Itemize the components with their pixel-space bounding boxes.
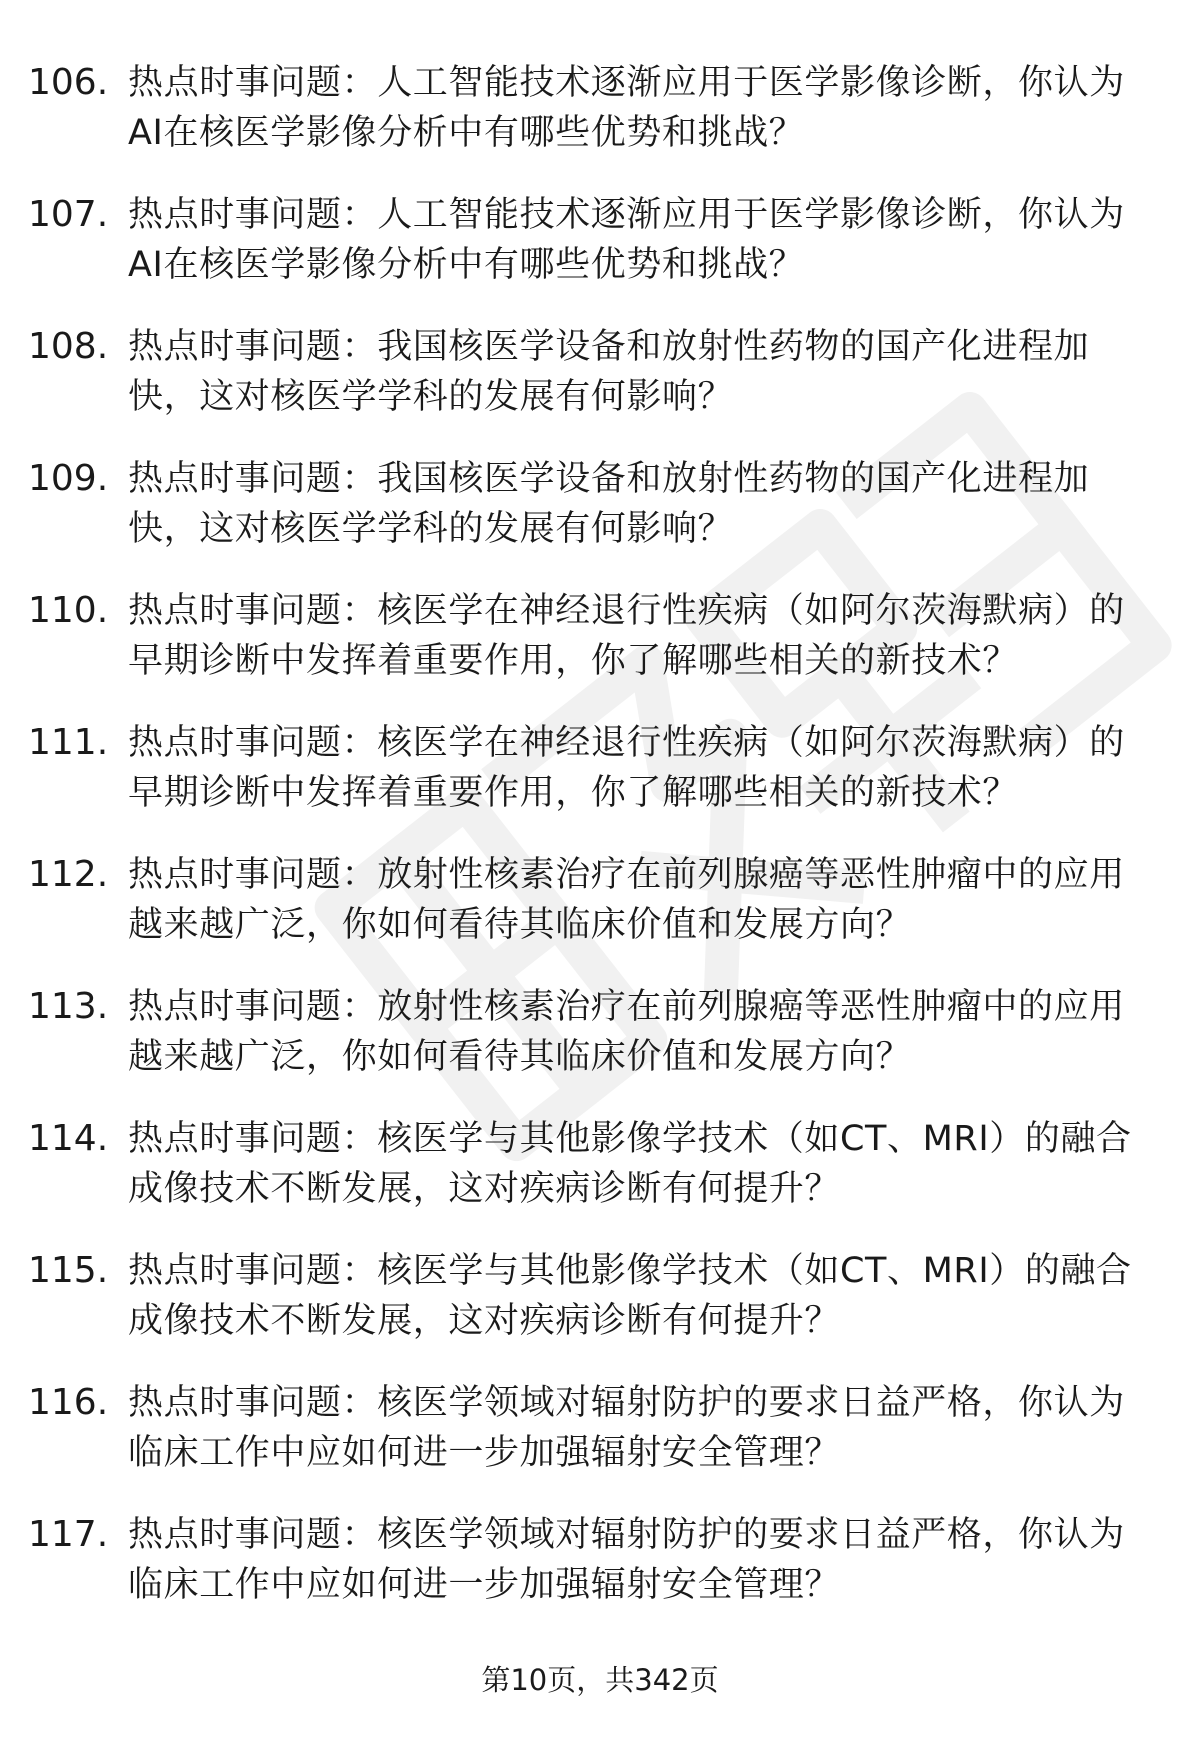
question-text: 热点时事问题：放射性核素治疗在前列腺癌等恶性肿瘤中的应用越来越广泛，你如何看待其临床价值和发展方向？ [128, 987, 1125, 1077]
question-text: 热点时事问题：人工智能技术逐渐应用于医学影像诊断，你认为AI在核医学影像分析中有哪些优势和挑战？ [128, 195, 1125, 285]
question-number: 110. [28, 590, 109, 631]
question-list [0, 58, 1200, 1642]
question-text: 热点时事问题：核医学领域对辐射防护的要求日益严格，你认为临床工作中应如何进一步加强辐射安全管理？ [128, 1515, 1125, 1605]
question-number: 106. [28, 62, 109, 103]
list-item [0, 586, 1200, 718]
question-text: 热点时事问题：放射性核素治疗在前列腺癌等恶性肿瘤中的应用越来越广泛，你如何看待其临床价值和发展方向？ [128, 855, 1125, 945]
question-text: 热点时事问题：核医学在神经退行性疾病（如阿尔茨海默病）的早期诊断中发挥着重要作用，你了解哪些相关的新技术？ [128, 591, 1125, 681]
question-number: 113. [28, 986, 109, 1027]
question-text: 热点时事问题：核医学领域对辐射防护的要求日益严格，你认为临床工作中应如何进一步加强辐射安全管理？ [128, 1383, 1125, 1473]
question-number: 115. [28, 1250, 109, 1291]
list-item [0, 1114, 1200, 1246]
question-number: 107. [28, 194, 109, 235]
question-number: 111. [28, 722, 109, 763]
question-text: 热点时事问题：核医学与其他影像学技术（如CT、MRI）的融合成像技术不断发展，这对疾病诊断有何提升？ [128, 1251, 1132, 1341]
list-item [0, 850, 1200, 982]
question-number: 114. [28, 1118, 109, 1159]
question-number: 116. [28, 1382, 109, 1423]
list-item [0, 58, 1200, 190]
list-item [0, 982, 1200, 1114]
page-footer: 第10页，共342页 [481, 1663, 719, 1697]
question-number: 109. [28, 458, 109, 499]
list-item [0, 454, 1200, 586]
question-text: 热点时事问题：核医学在神经退行性疾病（如阿尔茨海默病）的早期诊断中发挥着重要作用，你了解哪些相关的新技术？ [128, 723, 1125, 813]
list-item [0, 322, 1200, 454]
question-text: 热点时事问题：核医学与其他影像学技术（如CT、MRI）的融合成像技术不断发展，这对疾病诊断有何提升？ [128, 1119, 1132, 1209]
question-number: 108. [28, 326, 109, 367]
list-item [0, 1246, 1200, 1378]
question-text: 热点时事问题：人工智能技术逐渐应用于医学影像诊断，你认为AI在核医学影像分析中有哪些优势和挑战？ [128, 63, 1125, 153]
question-text: 热点时事问题：我国核医学设备和放射性药物的国产化进程加快，这对核医学学科的发展有何影响？ [128, 327, 1090, 417]
list-item [0, 1510, 1200, 1642]
question-text: 热点时事问题：我国核医学设备和放射性药物的国产化进程加快，这对核医学学科的发展有何影响？ [128, 459, 1090, 549]
list-item [0, 1378, 1200, 1510]
question-number: 112. [28, 854, 109, 895]
question-number: 117. [28, 1514, 109, 1555]
list-item [0, 718, 1200, 850]
list-item [0, 190, 1200, 322]
